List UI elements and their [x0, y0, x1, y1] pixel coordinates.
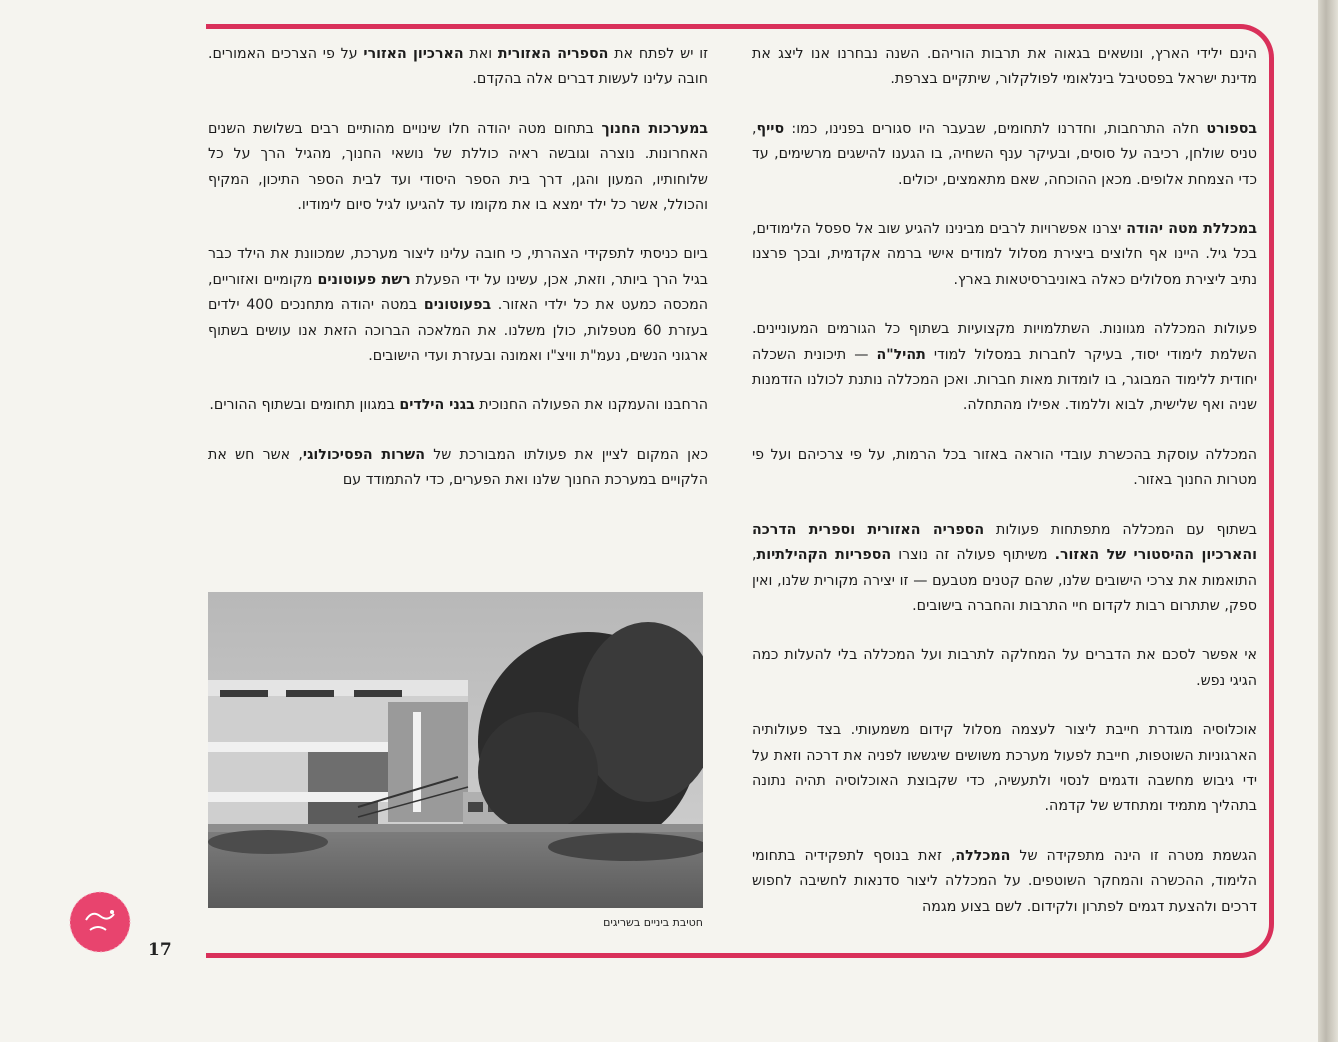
- text-run: , התואמות את צרכי הישובים שלנו, שהם קטנים מטבעם — זו יצירה מקורית שלנו, ואין ספק, שתתרום רבות לקדום חיי התרבות והחברה בישובים.: [752, 547, 1257, 614]
- text-run: — תיכונית השכלה יחודית ללימוד המבוגר, בו לומדות מאות חברות. ואכן המכללה נותנת לכולנו הזדמנות שניה ואף שלישית, לבוא וללמוד. אפילו מהתחלה.: [752, 346, 1257, 414]
- paragraph: [752, 117, 1257, 193]
- text-run: אוכלוסיה מוגדרת חייבת ליצור לעצמה מסלול קידום משמעותי. בצד פעולותיה הארגוניות השוטפות, חייבת לפעול מערכת משושים שיגששו לפניה את דרכה וזאת על ידי גיבוש מחשבה ודגמים לנסוי ולתעשיה, כדי שקבוצת האוכלוסיה תהיה נתונה בתהליך מתמיד ומתחדש של קדמה.: [752, 722, 1257, 815]
- text-run: במטה יהודה מתחנכים 400 ילדים בעזרת 60 מטפלות, כולן משלנו. את המלאכה הברוכה הזאת אנו עושים בשתוף ארגוני הנשים, נעמ"ת וויצ"ו ואמונה ובעזרת ועדי הישובים.: [208, 297, 708, 365]
- text-column-left: [208, 42, 708, 518]
- bold-text: השרות הפסיכולוגי: [302, 446, 425, 463]
- paragraph: [208, 42, 708, 93]
- text-column-right: [752, 42, 1257, 944]
- paragraph: [208, 443, 708, 494]
- paragraph: [208, 393, 708, 418]
- bold-text: בגני הילדים: [399, 397, 475, 414]
- page-number: 17: [148, 940, 172, 960]
- bold-text: בספורט: [1206, 120, 1257, 137]
- text-run: כאן המקום לציין את פעולתו המבורכת של: [424, 446, 708, 463]
- building-photo: [208, 592, 703, 908]
- bold-text: המכללה: [955, 847, 1011, 864]
- paragraph: [752, 518, 1257, 620]
- paragraph: [752, 643, 1257, 694]
- magazine-logo: [68, 890, 132, 954]
- paragraph: [752, 317, 1257, 419]
- text-run: הגשמת מטרה זו הינה מתפקידה של: [1010, 847, 1257, 864]
- text-run: מקומיים ואזוריים, המכסה כמעט את כל ילדי האזור.: [208, 271, 708, 314]
- paragraph: [752, 443, 1257, 494]
- text-run: הינם ילידי הארץ, ונושאים בגאוה את תרבות הוריהם. השנה נבחרנו אנו ליצג את מדינת ישראל בפסטיבל בינלאומי לפולקלור, שיתקיים בצרפת.: [752, 46, 1257, 88]
- paragraph: [752, 217, 1257, 293]
- bold-text: הארכיון האזורי: [363, 46, 464, 62]
- text-run: במגוון תחומים ובשתוף ההורים.: [209, 397, 400, 414]
- text-run: על פי הצרכים האמורים. חובה עלינו לעשות דברים אלה בהקדם.: [208, 46, 708, 88]
- text-run: ואת: [463, 46, 498, 62]
- text-run: חלה התרחבות, וחדרנו לתחומים, שבעבר היו סגורים בפנינו, כמו:: [784, 120, 1207, 137]
- paragraph: [752, 844, 1257, 920]
- bold-text: רשת פעוטונים: [317, 271, 411, 288]
- text-run: אי אפשר לסכם את הדברים על המחלקה לתרבות ועל המכללה בלי להעלות כמה הגיגי נפש.: [752, 647, 1257, 689]
- text-run: משיתוף פעולה זה נוצרו: [891, 547, 1055, 564]
- text-run: , אשר חש את הלקויים במערכת החנוך שלנו ואת הפערים, כדי להתמודד עם: [208, 446, 708, 489]
- text-run: בשתוף עם המכללה מתפתחות פעולות: [984, 521, 1257, 538]
- paragraph: [208, 117, 708, 219]
- page-edge: [1318, 0, 1338, 1042]
- bold-text: תהיל"ה: [876, 346, 926, 363]
- text-run: , טניס שולחן, רכיבה על סוסים, ובעיקר ענף השחיה, בו הגענו להישגים מרשימים, עד כדי הצמחת אלופים. מכאן ההוכחה, שאם מתאמצים, יכולים.: [752, 120, 1257, 188]
- text-run: ביום כניסתי לתפקידי הצהרתי, כי חובה עלינו ליצור מערכת, שמכוונת את הילד כבר בגיל הרך ביותר, וזאת, אכן, עשינו על ידי הפעלת: [208, 246, 708, 288]
- text-run: פעולות המכללה מגוונות. השתלמויות מקצועיות בשתוף כל הגורמים המעוניינים. השלמת לימודי יסוד, בעיקר לחברות במסלול למודי: [752, 321, 1258, 363]
- text-run: זו יש לפתח את: [608, 46, 708, 62]
- paragraph: [752, 42, 1257, 93]
- text-run: הרחבנו והעמקנו את הפעולה החנוכית: [474, 397, 708, 414]
- bold-text: הספריה האזורית וספרית הדרכה והארכיון ההיסטורי של האזור.: [752, 521, 1257, 564]
- bold-text: הספריה האזורית: [497, 46, 609, 62]
- photo-caption: חטיבת ביניים בשריגים: [603, 916, 703, 929]
- bold-text: הספריות הקהילתיות: [756, 547, 892, 564]
- bold-text: במכללת מטה יהודה: [1126, 221, 1257, 238]
- text-run: בתחום מטה יהודה חלו שינויים מהותיים רבים בשלושת השנים האחרונות. נוצרה וגובשה ראיה כוללת של נושאי החנוך, מהגיל הרך על כל שלוחותיו, המעון והגן, דרך בית הספר היסודי ועד לבית הספר התיכון, המקיף והכולל, אשר כל ילד ימצא בו את מקומו עד להגיעו לגיל סיום לימודיו.: [208, 120, 708, 214]
- text-run: יצרנו אפשרויות לרבים מבינינו להגיע שוב אל ספסל הלימודים, בכל גיל. היינו אף חלוצים ביצירת מסלול למודים אישי ברמה אקדמית, ובכך פרצנו נתיב ליצירת מסלולים כאלה באוניברסיטאות בארץ.: [752, 221, 1257, 288]
- text-run: , זאת בנוסף לתפקידיה בתחומי הלימוד, ההכשרה והמחקר השוטפים. על המכללה ליצור סדנאות לחשיבה לחפוש דרכים ולהצעת דגמים לפתרון ולקידום. לשם בצוע מגמה: [752, 847, 1257, 915]
- bold-text: סייף: [756, 120, 785, 137]
- paragraph: [752, 718, 1257, 820]
- bold-text: בפעוטונים: [423, 297, 492, 314]
- bold-text: במערכות החנוך: [601, 120, 708, 137]
- paragraph: [208, 242, 708, 369]
- text-run: המכללה עוסקת בהכשרת עובדי הוראה באזור בכל הרמות, על פי צרכיהם ועל פי מטרות החנוך באזור.: [752, 446, 1257, 489]
